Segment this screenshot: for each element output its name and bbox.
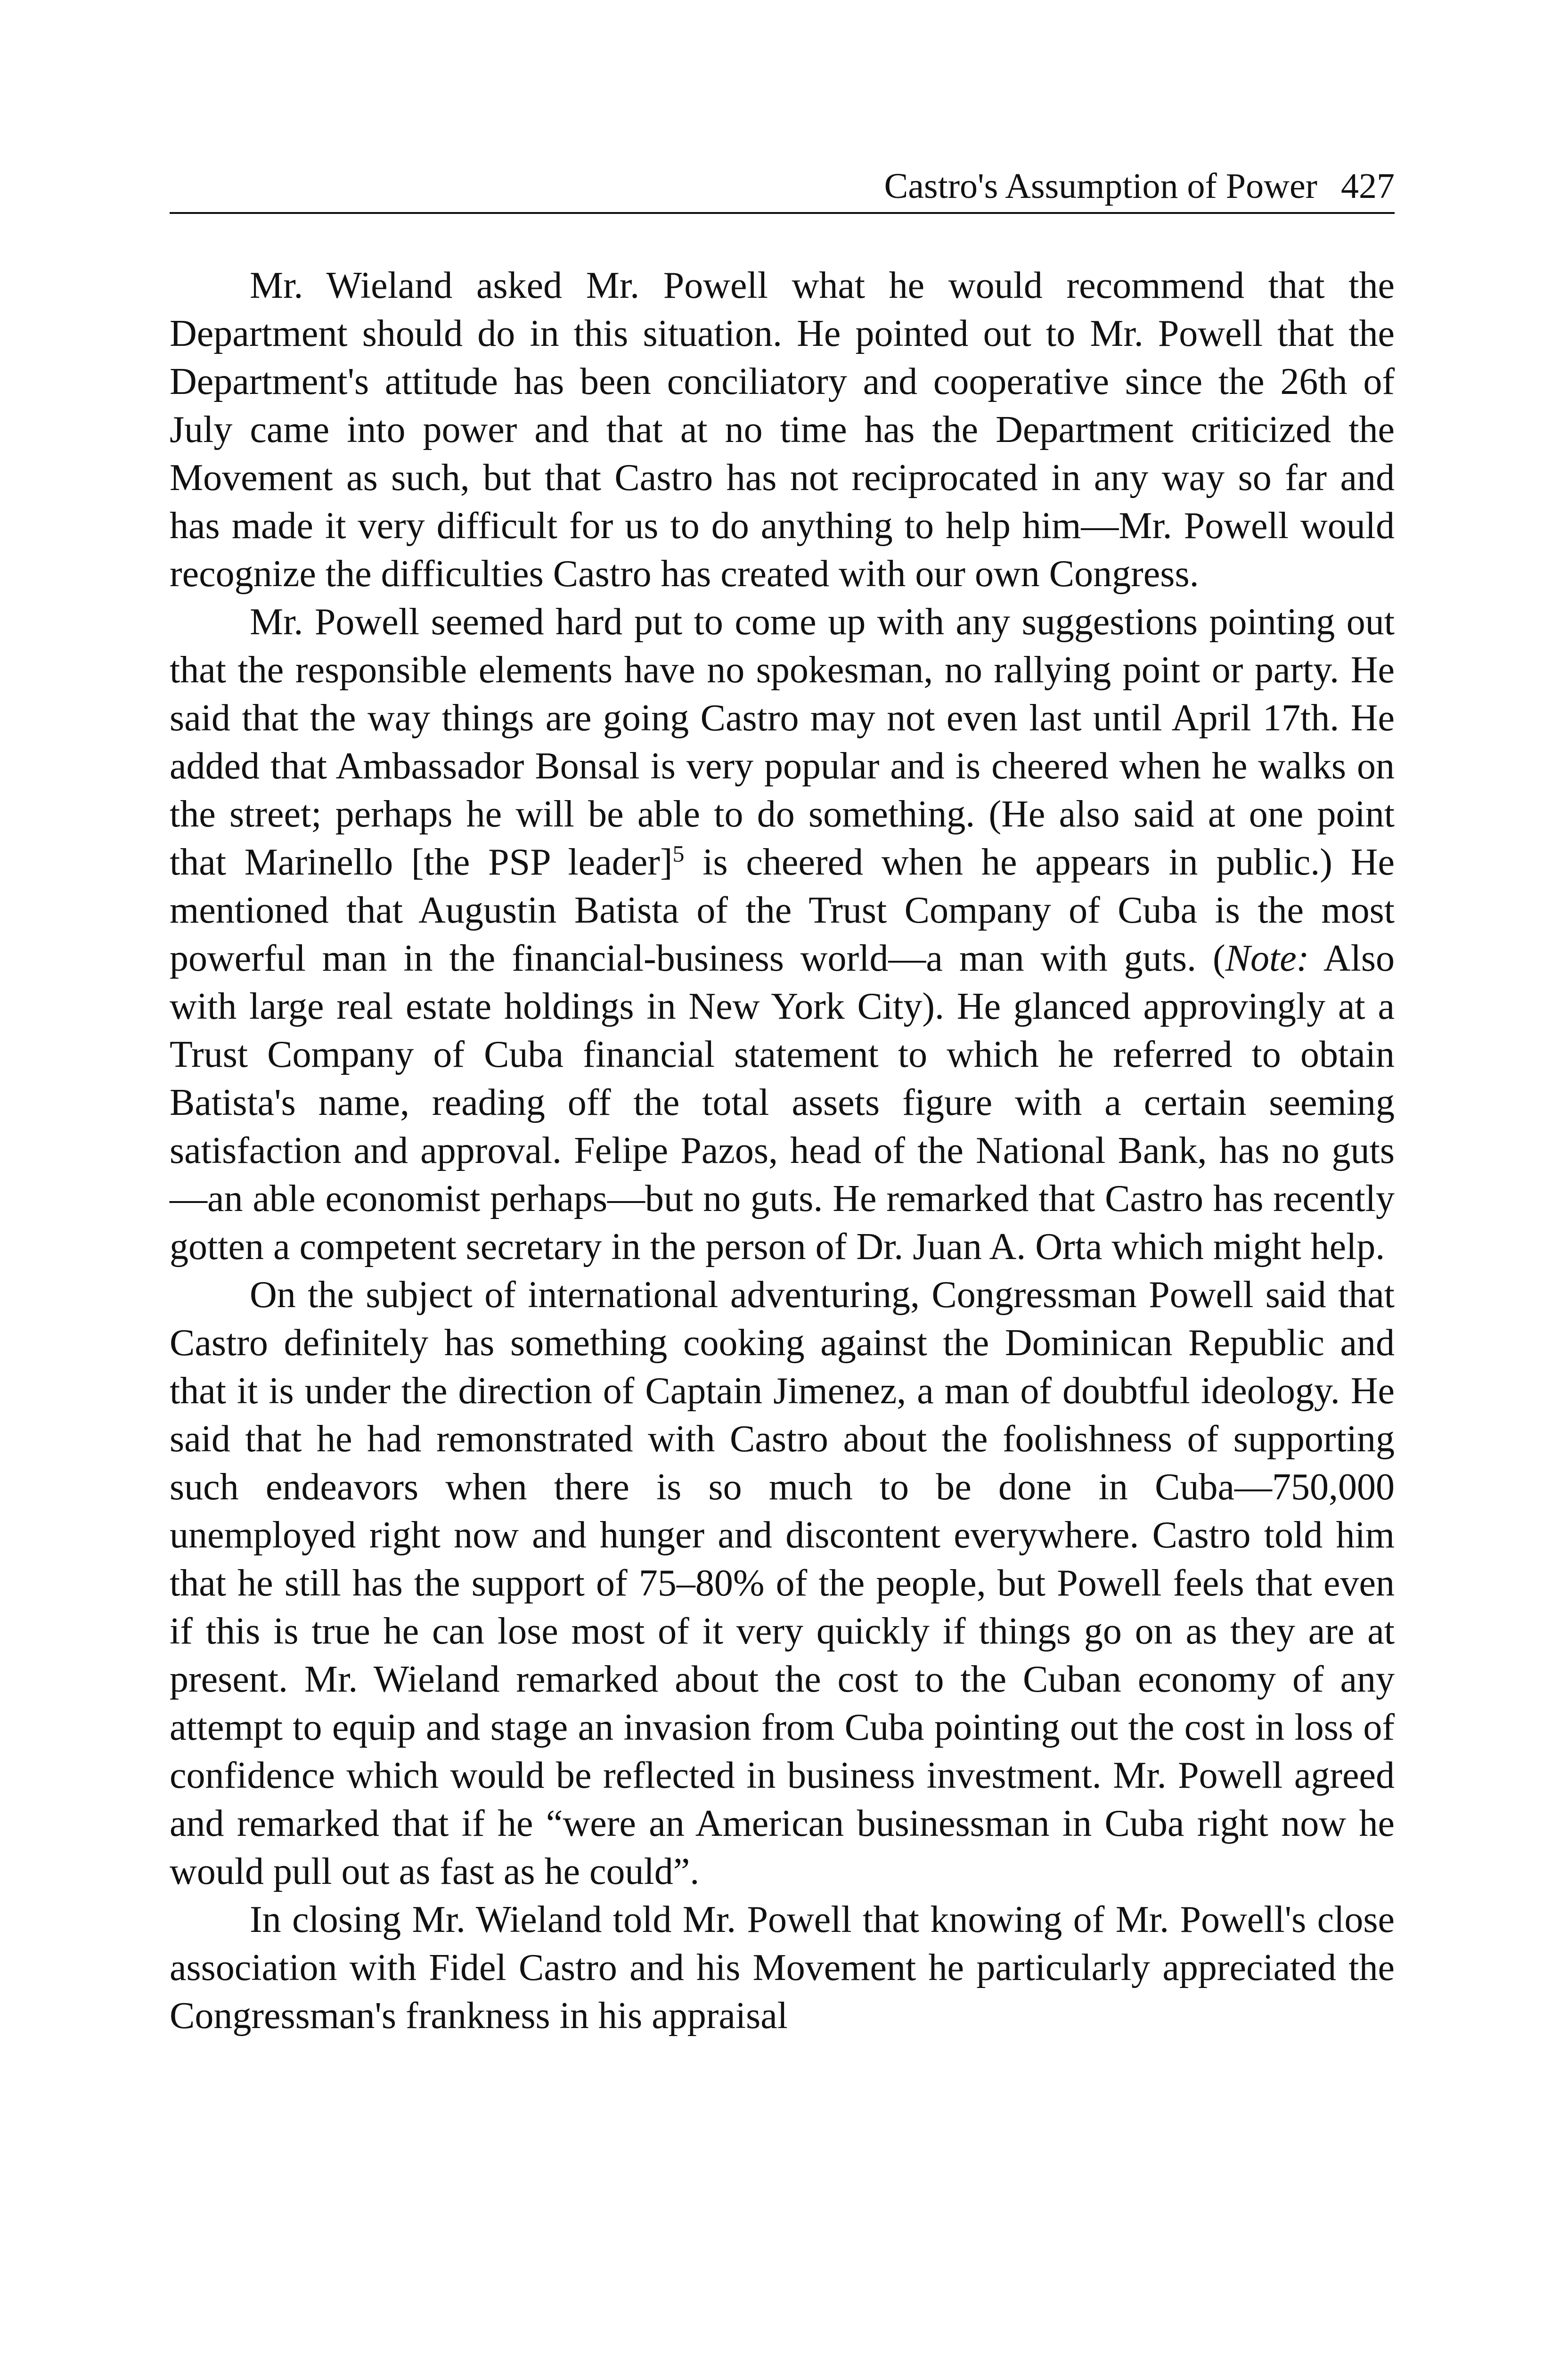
paragraph-2-part-c: Also with large real estate holdings in New York City). He glanced approvingly at a Trust Company of Cuba financial statement to which he referred to obtain Batista's name, reading off the total assets figure with a certain seeming satisfaction and approval. Felipe Pazos, head of the National Bank, has no guts—an able economist perhaps—but no guts. He remarked that Castro has recently gotten a competent secretary in the person of Dr. Juan A. Orta which might help. [170,938,1395,1268]
running-title: Castro's Assumption of Power [884,166,1317,206]
paragraph-2-part-a: Mr. Powell seemed hard put to come up with any suggestions pointing out that the responsible elements have no spokesman, no rallying point or party. He said that the way things are going Castro may not even last until April 17th. He added that Ambassador Bonsal is very popular and is cheered when he walks on the street; perhaps he will be able to do something. (He also said at one point that Marinello [the PSP leader] [170,601,1395,883]
footnote-reference: 5 [672,840,685,867]
running-head [170,160,1395,214]
paragraph-1: Mr. Wieland asked Mr. Powell what he would recommend that the Department should do in this situation. He pointed out to Mr. Powell that the Department's attitude has been conciliatory and cooperative since the 26th of July came into power and that at no time has the Department criticized the Movement as such, but that Castro has not reciprocated in any way so far and has made it very difficult for us to do anything to help him—Mr. Powell would recognize the difficulties Castro has created with our own Congress. [170,265,1395,595]
paragraph-2-part-b: is cheered when he appears in public.) He mentioned that Augustin Batista of the Trust Company of Cuba is the most powerful man in the financial-business world—a man with guts. ( [170,842,1395,979]
note-label: Note: [1225,938,1309,979]
paragraph-4: In closing Mr. Wieland told Mr. Powell that knowing of Mr. Powell's close association with Fidel Castro and his Movement he particularly appreciated the Congressman's frankness in his appraisal [170,1899,1395,2037]
paragraph-3: On the subject of international adventuring, Congressman Powell said that Castro definitely has something cooking against the Dominican Republic and that it is under the direction of Captain Jimenez, a man of doubtful ideology. He said that he had remonstrated with Castro about the foolishness of supporting such endeavors when there is so much to be done in Cuba—750,000 unemployed right now and hunger and discontent everywhere. Castro told him that he still has the support of 75–80% of the people, but Powell feels that even if this is true he can lose most of it very quickly if things go on as they are at present. Mr. Wieland remarked about the cost to the Cuban economy of any attempt to equip and stage an invasion from Cuba pointing out the cost in loss of confidence which would be reflected in business investment. Mr. Powell agreed and remarked that if he “were an American businessman in Cuba right now he would pull out as fast as he could”. [170,1274,1395,1892]
paragraph-2 [170,598,1395,1271]
page-number: 427 [1341,166,1395,206]
body-text [170,262,1395,2040]
